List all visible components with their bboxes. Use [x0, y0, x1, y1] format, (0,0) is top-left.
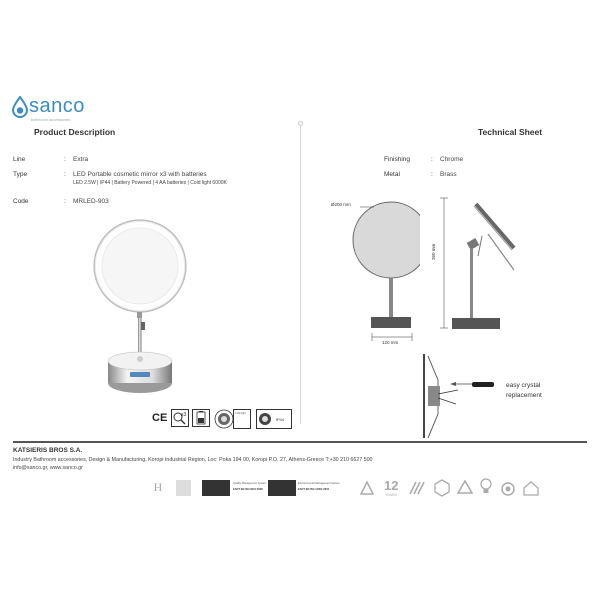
- footer-rule: [13, 441, 587, 443]
- iso9001-seal-icon: [202, 480, 230, 496]
- quality-system-code: ΕΛΟΤ EN ISO 9001:2008: [233, 488, 263, 491]
- h-certification-icon: [151, 477, 165, 497]
- crystal-note-line1: easy crystal: [506, 382, 541, 389]
- code-colon: :: [64, 198, 66, 205]
- metal-value: Brass: [440, 171, 457, 178]
- line-value: Extra: [73, 156, 89, 163]
- side-view-drawing: [438, 196, 518, 336]
- eco-circle-icon: [500, 481, 516, 497]
- type-colon: :: [64, 171, 66, 178]
- svg-text:IP44: IP44: [275, 417, 285, 422]
- height-dimension: 360 mm: [431, 243, 436, 260]
- product-description-heading: Product Description: [34, 127, 116, 137]
- led-light-icon: [214, 409, 234, 429]
- company-name: KATSIERIS BROS S.A.: [13, 447, 83, 454]
- finishing-label: Finishing: [384, 156, 411, 163]
- lighting-spec-badge: [233, 409, 251, 429]
- hexagon-quality-icon: [433, 479, 451, 497]
- ip44-waterproof-icon: [256, 409, 292, 429]
- years-warranty-number: 12: [384, 478, 399, 493]
- line-label: Line: [13, 156, 26, 163]
- environment-system-title: Environmental Management System: [298, 482, 340, 485]
- x3-label: x3: [181, 412, 187, 418]
- technical-sheet-heading: Technical Sheet: [478, 127, 543, 137]
- column-divider: [300, 124, 301, 424]
- type-value: LED Portable cosmetic mirror x3 with batteries: [73, 171, 207, 178]
- lighting-spec-text: Cold light: [235, 412, 246, 415]
- brand-name: sanco: [29, 95, 85, 117]
- line-colon: :: [64, 156, 66, 163]
- lines-design-icon: [408, 480, 426, 496]
- lightbulb-icon: [478, 476, 494, 496]
- brand-tagline: bathroom accessories: [31, 117, 71, 122]
- metal-colon: :: [431, 171, 433, 178]
- product-photo: [88, 218, 192, 400]
- recycle-icon: [456, 479, 474, 497]
- company-address: Industry Bathroom accessories, Design & Manufacturing, Koropi Industrial Region, Loc: Poka 194 00, Koropi P.O. 27, Athens-Greece T:+30 210 6627 500: [13, 457, 373, 463]
- front-view-drawing: [328, 195, 420, 350]
- finishing-colon: :: [431, 156, 433, 163]
- metal-label: Metal: [384, 171, 400, 178]
- battery-icon: [192, 409, 210, 427]
- company-contact[interactable]: info@sanco.gr, www.sanco.gr: [13, 465, 83, 471]
- innovation-award-icon: [357, 478, 377, 498]
- code-label: Code: [13, 198, 29, 205]
- diameter-dimension: Ø200 mm: [331, 202, 351, 207]
- environment-system-code: ΕΛΟΤ EN ISO 14001:2004: [298, 488, 330, 491]
- type-label: Type: [13, 171, 28, 178]
- sanco-drop-logo-icon: [11, 96, 29, 118]
- years-warranty-unit: YEARS: [385, 493, 397, 497]
- iso14001-seal-icon: [268, 480, 296, 496]
- crystal-replacement-drawing: [418, 350, 500, 442]
- document-cert-icon: [176, 480, 191, 496]
- home-bath-icon: [522, 479, 540, 497]
- finishing-value: Chrome: [440, 156, 464, 163]
- ce-mark: CE: [152, 412, 168, 424]
- quality-system-title: Quality Management System: [233, 482, 267, 485]
- base-dimension: 120 mm: [382, 340, 399, 345]
- divider-dot: [298, 121, 303, 126]
- type-subspecs: LED 2.5W | IP44 | Battery Powered | 4 AA batteries | Cold light 6000K: [73, 180, 227, 186]
- svg-text:H: H: [153, 480, 163, 494]
- crystal-note-line2: replacement: [506, 392, 542, 399]
- code-value: MRLED-903: [73, 198, 109, 205]
- magnification-x3-icon: [171, 409, 189, 427]
